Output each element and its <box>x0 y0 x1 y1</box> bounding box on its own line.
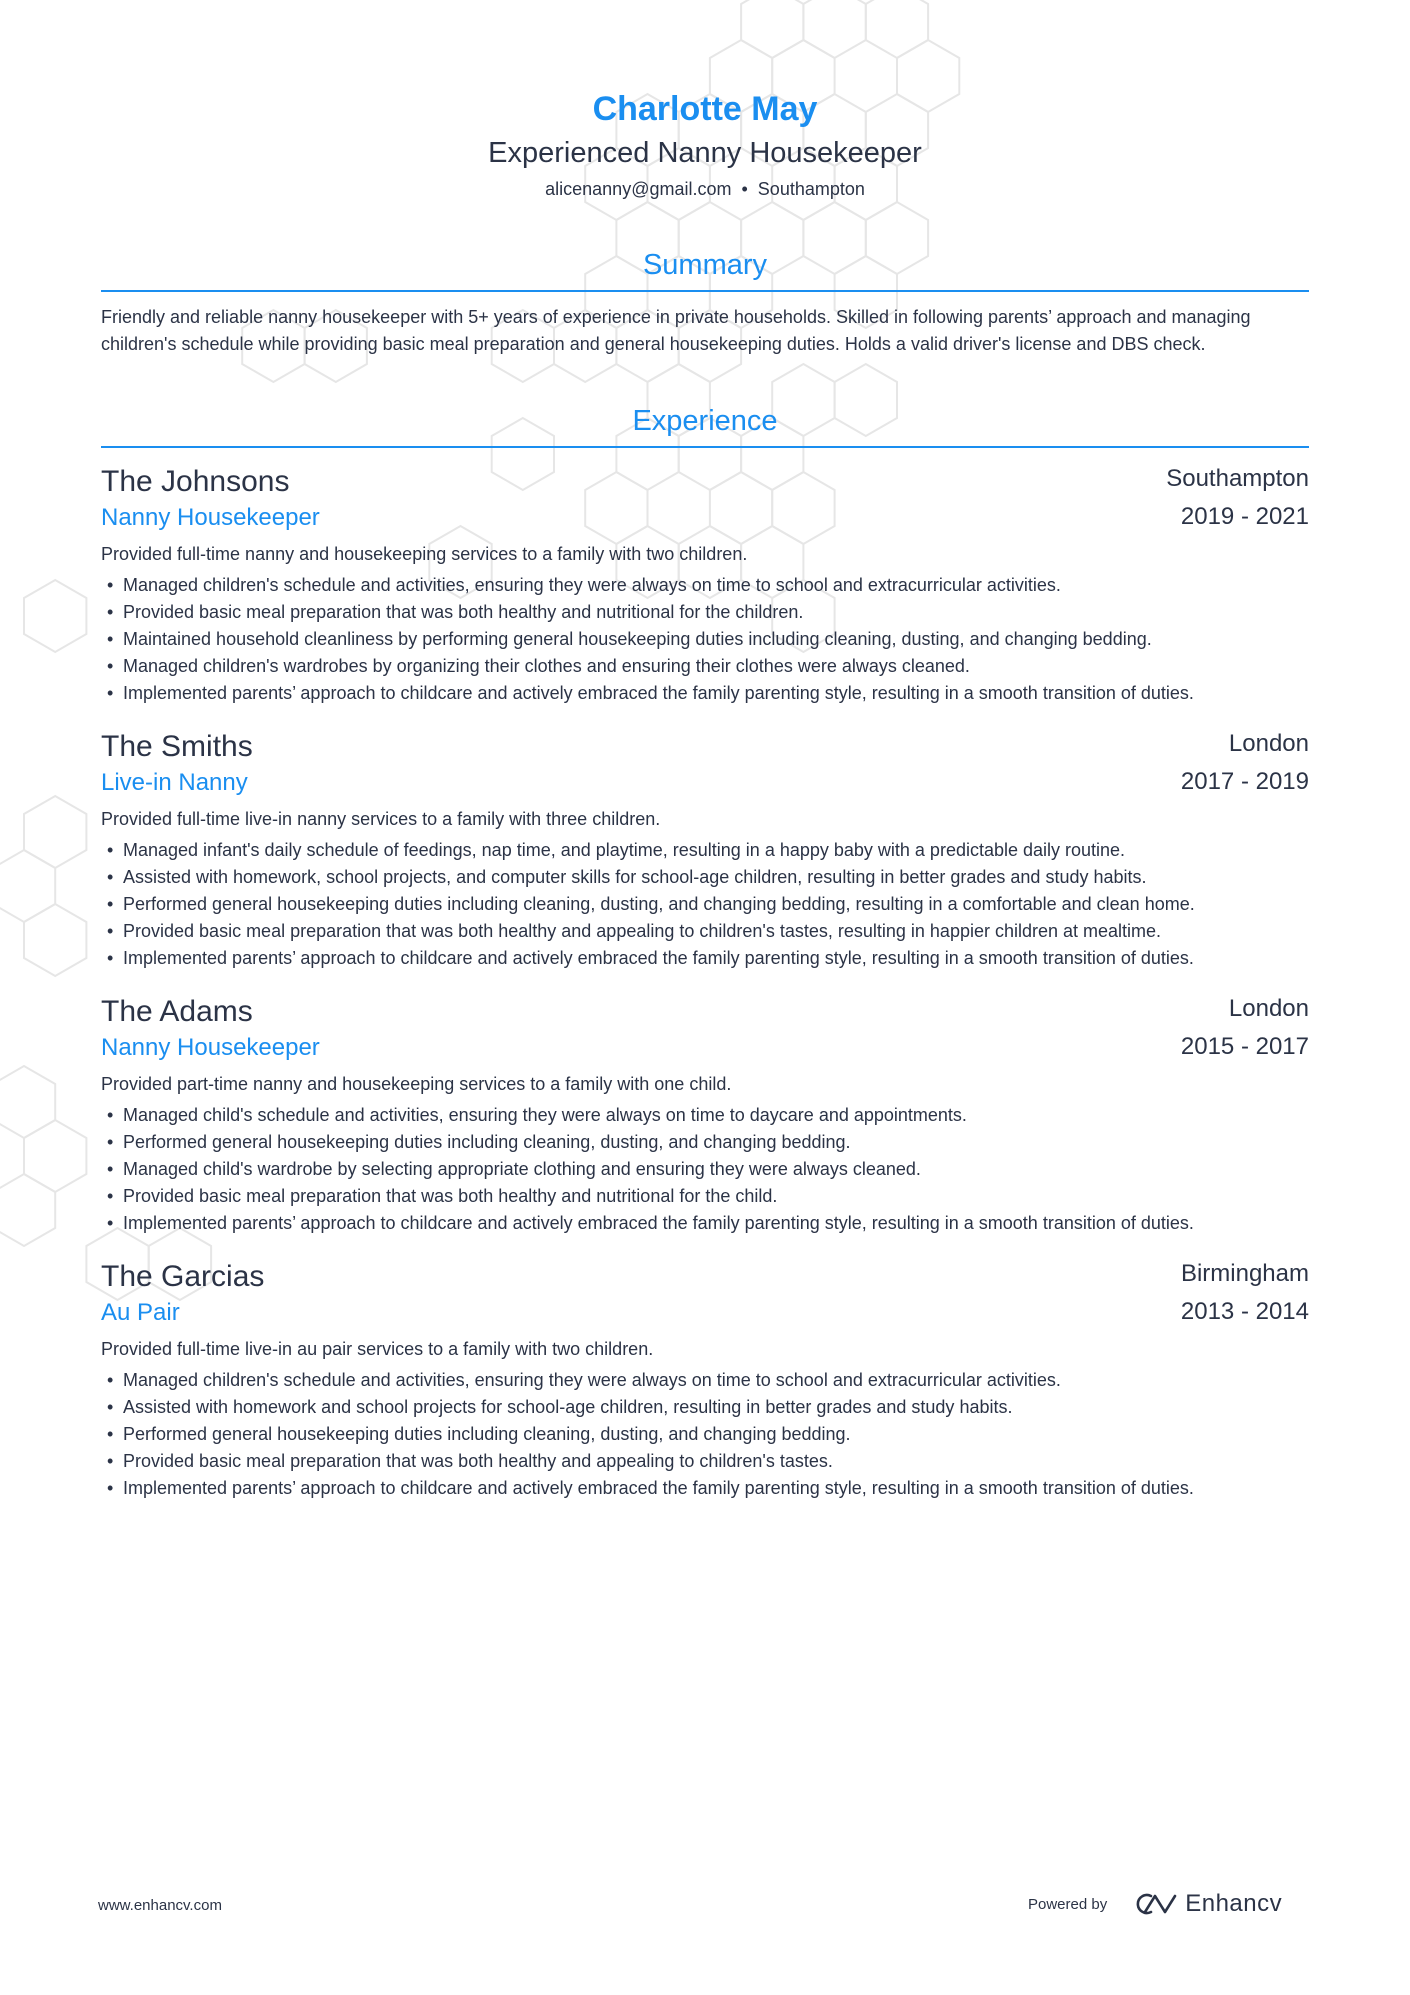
contact-line <box>101 176 1309 202</box>
job-bullets <box>101 1102 1309 1237</box>
job-description: Provided part-time nanny and housekeeping services to a family with one child. <box>101 1074 732 1094</box>
job-role: Live-in Nanny <box>101 769 248 796</box>
experience-entry <box>101 727 1309 972</box>
experience-entry-header <box>101 462 1309 538</box>
experience-entry <box>101 1257 1309 1502</box>
experience-entry-header <box>101 1257 1309 1333</box>
job-bullet: • Assisted with homework and school projects for school-age children, resulting in better grades and study habits. <box>101 1394 1309 1421</box>
hexagon-shape <box>0 850 55 922</box>
job-role: Nanny Housekeeper <box>101 504 320 531</box>
job-bullet: • Maintained household cleanliness by performing general housekeeping duties including cleaning, dusting, and changing bedding. <box>101 626 1309 653</box>
job-bullet: • Managed children's wardrobes by organizing their clothes and ensuring their clothes were always cleaned. <box>101 653 1309 680</box>
job-dates: 2019 - 2021 <box>1180 503 1309 530</box>
company-name: The Adams <box>101 995 253 1028</box>
footer-website[interactable]: www.enhancv.com <box>98 1897 222 1914</box>
job-dates: 2017 - 2019 <box>1180 768 1309 795</box>
job-bullet: • Implemented parents’ approach to childcare and actively embraced the family parenting style, resulting in a smooth transition of duties. <box>101 1475 1309 1502</box>
job-bullet: • Provided basic meal preparation that was both healthy and appealing to children's tastes. <box>101 1448 1309 1475</box>
job-location: Birmingham <box>1180 1260 1309 1287</box>
experience-entry <box>101 992 1309 1237</box>
resume-header <box>101 0 1309 202</box>
job-bullet: • Implemented parents’ approach to childcare and actively embraced the family parenting style, resulting in a smooth transition of duties. <box>101 680 1309 707</box>
job-bullet: • Managed child's schedule and activities, ensuring they were always on time to daycare and appointments. <box>101 1102 1309 1129</box>
contact-separator: • <box>741 179 748 199</box>
job-bullet: • Provided basic meal preparation that was both healthy and nutritional for the children. <box>101 599 1309 626</box>
location: Southampton <box>757 179 865 199</box>
summary-heading: Summary <box>101 246 1309 292</box>
job-bullet: • Managed children's schedule and activities, ensuring they were always on time to school and extracurricular activities. <box>101 572 1309 599</box>
email[interactable]: alicenanny@gmail.com <box>545 179 732 199</box>
enhancv-logo-icon <box>1133 1890 1179 1918</box>
job-bullet: • Implemented parents’ approach to childcare and actively embraced the family parenting style, resulting in a smooth transition of duties. <box>101 1210 1309 1237</box>
job-bullet: • Managed children's schedule and activities, ensuring they were always on time to school and extracurricular activities. <box>101 1367 1309 1394</box>
enhancv-brand-name: Enhancv <box>1185 1890 1283 1917</box>
experience-entry-header <box>101 727 1309 803</box>
hexagon-shape <box>0 1174 55 1246</box>
experience-entry <box>101 462 1309 707</box>
job-bullet: • Managed child's wardrobe by selecting appropriate clothing and ensuring they were always cleaned. <box>101 1156 1309 1183</box>
job-bullets <box>101 1367 1309 1502</box>
job-bullets <box>101 837 1309 972</box>
resume-page <box>101 0 1309 1502</box>
experience-heading: Experience <box>101 402 1309 448</box>
job-description: Provided full-time live-in au pair services to a family with two children. <box>101 1339 654 1359</box>
hexagon-shape <box>24 796 86 868</box>
hexagon-shape <box>24 904 86 976</box>
job-location: London <box>1228 730 1309 757</box>
experience-entry-header <box>101 992 1309 1068</box>
job-bullets <box>101 572 1309 707</box>
job-bullet: • Provided basic meal preparation that was both healthy and nutritional for the child. <box>101 1183 1309 1210</box>
job-bullet: • Provided basic meal preparation that was both healthy and appealing to children's tastes, resulting in happier children at mealtime. <box>101 918 1309 945</box>
job-bullet: • Assisted with homework, school projects, and computer skills for school-age children, resulting in better grades and study habits. <box>101 864 1309 891</box>
experience-list <box>101 462 1309 1502</box>
powered-by-label: Powered by <box>1028 1895 1108 1913</box>
company-name: The Garcias <box>101 1260 265 1293</box>
job-role: Au Pair <box>101 1299 180 1326</box>
job-description: Provided full-time nanny and housekeeping services to a family with two children. <box>101 544 748 564</box>
summary-text: Friendly and reliable nanny housekeeper with 5+ years of experience in private households. Skilled in following parents’ approach and managing children's schedule while providing basic meal preparation and general housekeeping duties. Holds a valid driver's license and DBS check. <box>101 307 1251 354</box>
job-location: London <box>1228 995 1309 1022</box>
candidate-name: Charlotte May <box>592 90 818 128</box>
hexagon-shape <box>0 1066 55 1138</box>
job-bullet: • Managed infant's daily schedule of feedings, nap time, and playtime, resulting in a happy baby with a predictable daily routine. <box>101 837 1309 864</box>
footer-branding <box>1028 1890 1282 1918</box>
job-location: Southampton <box>1166 465 1309 492</box>
company-name: The Smiths <box>101 730 253 763</box>
job-bullet: • Performed general housekeeping duties including cleaning, dusting, and changing bedding. <box>101 1129 1309 1156</box>
job-description: Provided full-time live-in nanny services to a family with three children. <box>101 809 661 829</box>
job-bullet: • Implemented parents’ approach to childcare and actively embraced the family parenting style, resulting in a smooth transition of duties. <box>101 945 1309 972</box>
hexagon-shape <box>24 580 86 652</box>
job-dates: 2015 - 2017 <box>1180 1033 1309 1060</box>
job-role: Nanny Housekeeper <box>101 1034 320 1061</box>
candidate-title: Experienced Nanny Housekeeper <box>488 137 922 169</box>
job-bullet: • Performed general housekeeping duties including cleaning, dusting, and changing bedding, resulting in a comfortable and clean home. <box>101 891 1309 918</box>
company-name: The Johnsons <box>101 465 290 498</box>
job-dates: 2013 - 2014 <box>1180 1298 1309 1325</box>
hexagon-shape <box>24 1120 86 1192</box>
job-bullet: • Performed general housekeeping duties including cleaning, dusting, and changing bedding. <box>101 1421 1309 1448</box>
